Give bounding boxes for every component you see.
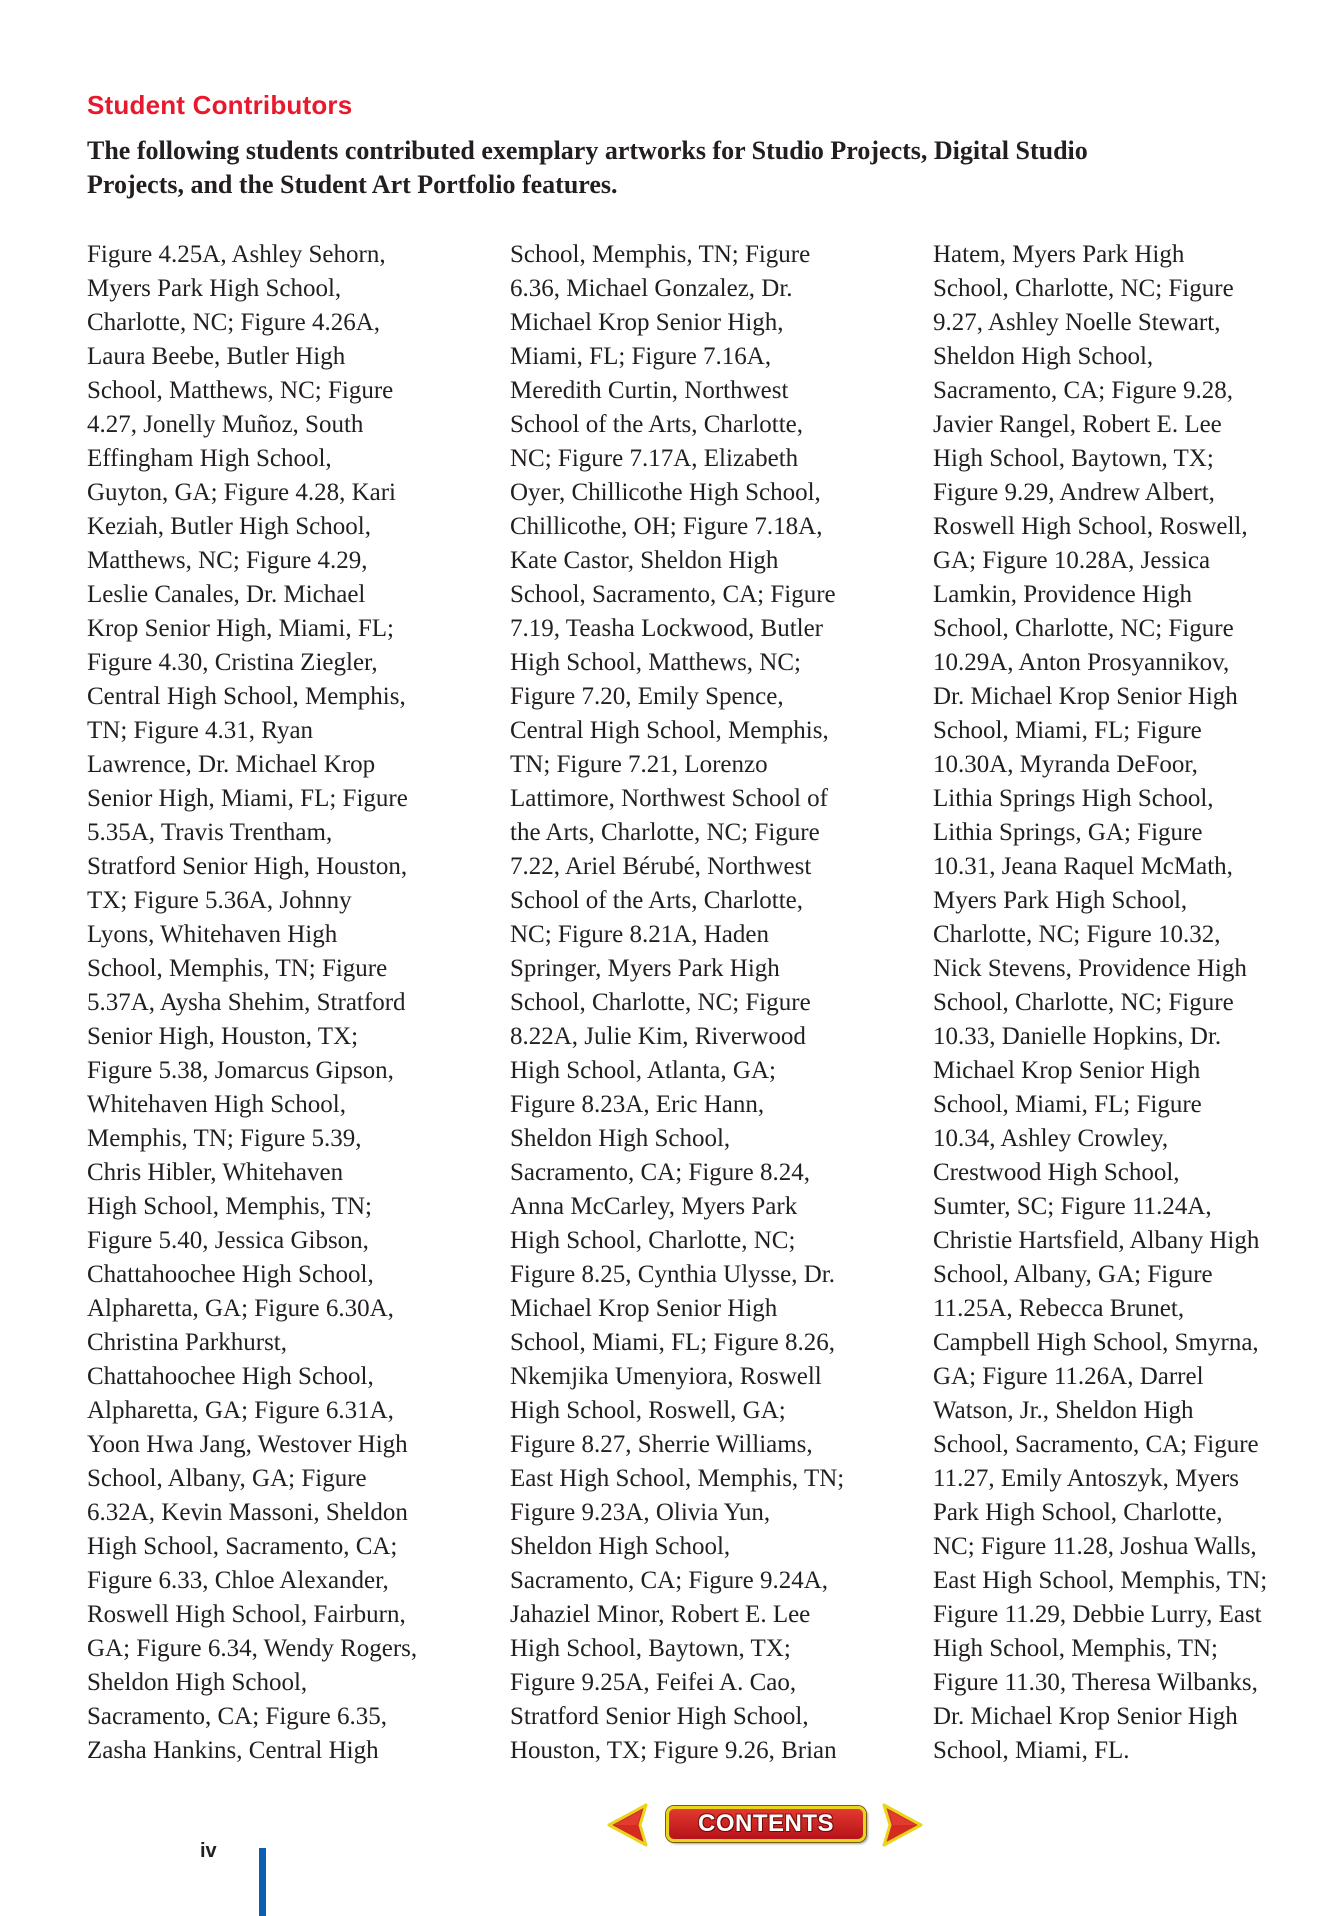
right-arrow-icon — [878, 1802, 924, 1848]
contributor-text-line: 9.27, Ashley Noelle Stewart, — [933, 309, 1221, 336]
contributor-text-line: Figure 11.30, Theresa Wilbanks, — [933, 1669, 1258, 1696]
contributor-text-line: Lawrence, Dr. Michael Krop — [87, 751, 376, 778]
contributor-text-line: Whitehaven High School, — [87, 1091, 346, 1118]
intro-line: The following students contributed exemplary artworks for Studio Projects, Digital Studio — [87, 136, 1088, 165]
contributor-text-line: Sacramento, CA; Figure 9.24A, — [510, 1567, 829, 1594]
contributor-text-line: 6.32A, Kevin Massoni, Sheldon — [87, 1499, 408, 1526]
contributor-text-line: Figure 8.25, Cynthia Ulysse, Dr. — [510, 1261, 835, 1288]
contributor-text-line: Figure 8.23A, Eric Hann, — [510, 1091, 765, 1118]
contributor-text-line: Senior High, Miami, FL; Figure — [87, 785, 408, 812]
contributor-text-line: High School, Baytown, TX; — [510, 1635, 791, 1662]
contributor-text-line: Figure 7.20, Emily Spence, — [510, 683, 784, 710]
contributor-text-line: the Arts, Charlotte, NC; Figure — [510, 819, 820, 846]
contributor-text-line: 11.25A, Rebecca Brunet, — [933, 1295, 1185, 1322]
column-2 — [510, 238, 933, 1768]
contributor-text-line: Chattahoochee High School, — [87, 1261, 374, 1288]
contributor-text-line: Chattahoochee High School, — [87, 1363, 374, 1390]
contributor-text-line: Crestwood High School, — [933, 1159, 1180, 1186]
contributor-text-line: School, Miami, FL. — [933, 1737, 1130, 1764]
contributor-text-line: 10.33, Danielle Hopkins, Dr. — [933, 1023, 1222, 1050]
contributor-text-line: Figure 4.25A, Ashley Sehorn, — [87, 241, 386, 268]
contributor-text-line: GA; Figure 6.34, Wendy Rogers, — [87, 1635, 418, 1662]
contributor-text-line: Senior High, Houston, TX; — [87, 1023, 359, 1050]
contributor-text-line: Sacramento, CA; Figure 6.35, — [87, 1703, 387, 1730]
contributor-text-line: Sheldon High School, — [510, 1125, 731, 1152]
contributor-text-line: Lithia Springs High School, — [933, 785, 1214, 812]
contributor-text-line: Leslie Canales, Dr. Michael — [87, 581, 366, 608]
contributor-text-line: School of the Arts, Charlotte, — [510, 411, 804, 438]
contributor-text-line: School, Albany, GA; Figure — [933, 1261, 1213, 1288]
contributor-text-line: School, Miami, FL; Figure — [933, 717, 1202, 744]
contributor-text-line: Dr. Michael Krop Senior High — [933, 683, 1238, 710]
contributor-text-line: School, Charlotte, NC; Figure — [510, 989, 811, 1016]
left-arrow-icon — [606, 1802, 652, 1848]
contributor-text-line: Christina Parkhurst, — [87, 1329, 287, 1356]
contributor-text-line: High School, Memphis, TN; — [933, 1635, 1218, 1662]
page-rule-divider — [259, 1848, 266, 1916]
contributor-text-line: Sheldon High School, — [87, 1669, 308, 1696]
section-title: Student Contributors — [87, 90, 353, 120]
contributor-text-line: High School, Sacramento, CA; — [87, 1533, 398, 1560]
contributor-text-line: Figure 6.33, Chloe Alexander, — [87, 1567, 389, 1594]
contributor-text-line: School, Charlotte, NC; Figure — [933, 615, 1234, 642]
contributor-text-line: Chris Hibler, Whitehaven — [87, 1159, 344, 1186]
page-number: iv — [200, 1840, 217, 1862]
contributor-text-line: High School, Charlotte, NC; — [510, 1227, 796, 1254]
contributor-text-line: Figure 11.29, Debbie Lurry, East — [933, 1601, 1262, 1628]
contributor-text-line: NC; Figure 7.17A, Elizabeth — [510, 445, 799, 472]
contributor-text-line: Figure 5.38, Jomarcus Gipson, — [87, 1057, 394, 1084]
contributor-text-line: Houston, TX; Figure 9.26, Brian — [510, 1737, 837, 1764]
contributors-columns — [87, 238, 1317, 1768]
contributor-text-line: Figure 8.27, Sherrie Williams, — [510, 1431, 813, 1458]
contributor-text-line: Michael Krop Senior High, — [510, 309, 784, 336]
contributor-text-line: Hatem, Myers Park High — [933, 241, 1185, 268]
contributor-text-line: 4.27, Jonelly Muñoz, South — [87, 411, 364, 438]
page-navigation — [606, 1796, 924, 1850]
contributor-text-line: 5.35A, Travis Trentham, — [87, 819, 333, 846]
column-1 — [87, 238, 510, 1768]
contributor-text-line: School, Memphis, TN; Figure — [510, 241, 811, 268]
contributor-text-line: Springer, Myers Park High — [510, 955, 780, 982]
contributor-text-line: TN; Figure 7.21, Lorenzo — [510, 751, 768, 778]
contributor-text-line: Jahaziel Minor, Robert E. Lee — [510, 1601, 811, 1628]
contributor-text-line: School, Albany, GA; Figure — [87, 1465, 367, 1492]
contributor-text-line: Lithia Springs, GA; Figure — [933, 819, 1203, 846]
contributor-text-line: TX; Figure 5.36A, Johnny — [87, 887, 352, 914]
contributor-text-line: GA; Figure 10.28A, Jessica — [933, 547, 1211, 574]
contributor-text-line: Myers Park High School, — [87, 275, 342, 302]
contributor-text-line: 8.22A, Julie Kim, Riverwood — [510, 1023, 806, 1050]
contributor-text-line: East High School, Memphis, TN; — [933, 1567, 1268, 1594]
contributor-text-line: Anna McCarley, Myers Park — [510, 1193, 798, 1220]
contributor-text-line: Sumter, SC; Figure 11.24A, — [933, 1193, 1212, 1220]
intro-line: Projects, and the Student Art Portfolio features. — [87, 170, 618, 199]
contributor-text-line: Sheldon High School, — [510, 1533, 731, 1560]
contributor-text-line: NC; Figure 8.21A, Haden — [510, 921, 769, 948]
contributor-text-line: Kate Castor, Sheldon High — [510, 547, 779, 574]
contributor-text-line: Watson, Jr., Sheldon High — [933, 1397, 1194, 1424]
contributor-text-line: Stratford Senior High School, — [510, 1703, 809, 1730]
contributor-text-line: School, Sacramento, CA; Figure — [510, 581, 836, 608]
contributor-text-line: High School, Atlanta, GA; — [510, 1057, 776, 1084]
contributor-text-line: Chillicothe, OH; Figure 7.18A, — [510, 513, 823, 540]
contents-label: CONTENTS — [698, 1810, 834, 1837]
contributor-text-line: 7.19, Teasha Lockwood, Butler — [510, 615, 824, 642]
contributor-text-line: Laura Beebe, Butler High — [87, 343, 346, 370]
contributor-text-line: Charlotte, NC; Figure 4.26A, — [87, 309, 381, 336]
contributor-text-line: Stratford Senior High, Houston, — [87, 853, 408, 880]
contributor-text-line: 5.37A, Aysha Shehim, Stratford — [87, 989, 406, 1016]
contributor-text-line: Central High School, Memphis, — [87, 683, 406, 710]
contributor-text-line: School, Memphis, TN; Figure — [87, 955, 388, 982]
contributor-text-line: Michael Krop Senior High — [933, 1057, 1201, 1084]
contributor-text-line: Memphis, TN; Figure 5.39, — [87, 1125, 362, 1152]
contributor-text-line: 6.36, Michael Gonzalez, Dr. — [510, 275, 793, 302]
contributor-text-line: Nick Stevens, Providence High — [933, 955, 1247, 982]
contributor-text-line: 7.22, Ariel Bérubé, Northwest — [510, 853, 812, 880]
contributor-text-line: School, Miami, FL; Figure — [933, 1091, 1202, 1118]
contributor-text-line: Nkemjika Umenyiora, Roswell — [510, 1363, 822, 1390]
contributor-text-line: Effingham High School, — [87, 445, 332, 472]
contributor-text-line: Matthews, NC; Figure 4.29, — [87, 547, 368, 574]
contributor-text-line: Meredith Curtin, Northwest — [510, 377, 789, 404]
contributor-text-line: Dr. Michael Krop Senior High — [933, 1703, 1238, 1730]
intro-paragraph — [87, 134, 1287, 202]
contributor-text-line: Oyer, Chillicothe High School, — [510, 479, 821, 506]
contributor-text-line: Roswell High School, Roswell, — [933, 513, 1248, 540]
contributor-text-line: Figure 4.30, Cristina Ziegler, — [87, 649, 378, 676]
column-3 — [933, 238, 1317, 1768]
contributor-text-line: High School, Baytown, TX; — [933, 445, 1214, 472]
contributor-text-line: Zasha Hankins, Central High — [87, 1737, 379, 1764]
contributor-text-line: Myers Park High School, — [933, 887, 1188, 914]
contributor-text-line: Figure 5.40, Jessica Gibson, — [87, 1227, 369, 1254]
contributor-text-line: 10.30A, Myranda DeFoor, — [933, 751, 1198, 778]
contributor-text-line: Sheldon High School, — [933, 343, 1154, 370]
contributor-text-line: 10.31, Jeana Raquel McMath, — [933, 853, 1233, 880]
contributor-text-line: Central High School, Memphis, — [510, 717, 829, 744]
contributor-text-line: TN; Figure 4.31, Ryan — [87, 717, 314, 744]
contributor-text-line: Lattimore, Northwest School of — [510, 785, 828, 812]
contributor-text-line: High School, Memphis, TN; — [87, 1193, 372, 1220]
contributor-text-line: Christie Hartsfield, Albany High — [933, 1227, 1260, 1254]
next-page-button[interactable] — [878, 1802, 924, 1848]
contributor-text-line: Figure 9.25A, Feifei A. Cao, — [510, 1669, 797, 1696]
contributor-text-line: School, Charlotte, NC; Figure — [933, 989, 1234, 1016]
contributor-text-line: Miami, FL; Figure 7.16A, — [510, 343, 772, 370]
contributor-text-line: School of the Arts, Charlotte, — [510, 887, 804, 914]
contributor-text-line: Javier Rangel, Robert E. Lee — [933, 411, 1222, 438]
contributor-text-line: 10.29A, Anton Prosyannikov, — [933, 649, 1230, 676]
contributor-text-line: Alpharetta, GA; Figure 6.31A, — [87, 1397, 394, 1424]
contributor-text-line: High School, Matthews, NC; — [510, 649, 801, 676]
contributor-text-line: Sacramento, CA; Figure 9.28, — [933, 377, 1233, 404]
contributor-text-line: Yoon Hwa Jang, Westover High — [87, 1431, 408, 1458]
contributor-text-line: Roswell High School, Fairburn, — [87, 1601, 406, 1628]
contributor-text-line: GA; Figure 11.26A, Darrel — [933, 1363, 1204, 1390]
contributor-text-line: School, Charlotte, NC; Figure — [933, 275, 1234, 302]
contents-button[interactable] — [666, 1806, 866, 1842]
contributor-text-line: East High School, Memphis, TN; — [510, 1465, 845, 1492]
contributor-text-line: School, Sacramento, CA; Figure — [933, 1431, 1259, 1458]
contributor-text-line: Charlotte, NC; Figure 10.32, — [933, 921, 1221, 948]
contributor-text-line: Park High School, Charlotte, — [933, 1499, 1223, 1526]
contributor-text-line: Guyton, GA; Figure 4.28, Kari — [87, 479, 396, 506]
contributor-text-line: Michael Krop Senior High — [510, 1295, 778, 1322]
contributor-text-line: High School, Roswell, GA; — [510, 1397, 786, 1424]
contributor-text-line: Keziah, Butler High School, — [87, 513, 371, 540]
previous-page-button[interactable] — [606, 1802, 652, 1848]
contributor-text-line: Sacramento, CA; Figure 8.24, — [510, 1159, 810, 1186]
contributor-text-line: 11.27, Emily Antoszyk, Myers — [933, 1465, 1240, 1492]
contributor-text-line: Figure 9.23A, Olivia Yun, — [510, 1499, 771, 1526]
contributor-text-line: 10.34, Ashley Crowley, — [933, 1125, 1169, 1152]
contributor-text-line: School, Matthews, NC; Figure — [87, 377, 394, 404]
contributor-text-line: Lamkin, Providence High — [933, 581, 1192, 608]
contributor-text-line: Krop Senior High, Miami, FL; — [87, 615, 394, 642]
contributor-text-line: School, Miami, FL; Figure 8.26, — [510, 1329, 835, 1356]
contributor-text-line: Alpharetta, GA; Figure 6.30A, — [87, 1295, 394, 1322]
contributor-text-line: Campbell High School, Smyrna, — [933, 1329, 1259, 1356]
contributor-text-line: Lyons, Whitehaven High — [87, 921, 338, 948]
contributor-text-line: NC; Figure 11.28, Joshua Walls, — [933, 1533, 1257, 1560]
contributor-text-line: Figure 9.29, Andrew Albert, — [933, 479, 1215, 506]
